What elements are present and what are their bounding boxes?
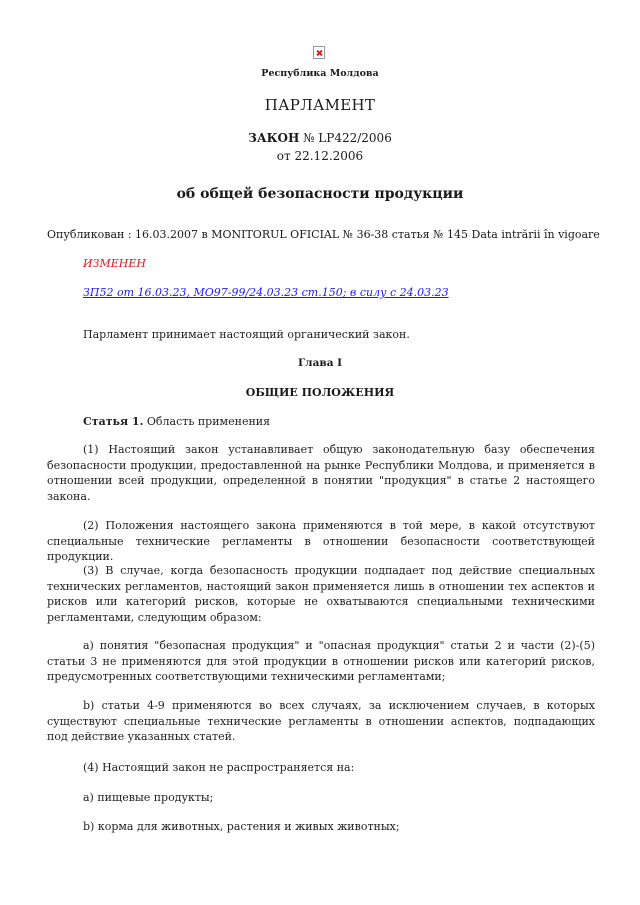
law-title: об общей безопасности продукции — [176, 186, 464, 202]
law-date: от 22.12.2006 — [276, 149, 364, 163]
article-title: Область применения — [143, 415, 271, 428]
chapter-title: ОБЩИЕ ПОЛОЖЕНИЯ — [245, 386, 395, 399]
law-label: ЗАКОН — [248, 131, 300, 145]
paragraph-2: (2) Положения настоящего закона применяются в той мере, в какой отсутствуют специальные технические регламенты в отношении безопасности соответствующей продукции. — [47, 519, 595, 563]
broken-image-icon — [313, 46, 325, 59]
paragraph-3: (3) В случае, когда безопасность продукции подпадает под действие специальных технических регламентов, настоящий закон применяется лишь в отношении тех аспектов и рисков или категорий рисков, которые не охватываются специальными техническими регламентами, следующим образом: — [47, 564, 595, 624]
amendment-link[interactable]: ЗП52 от 16.03.23, МО97-99/24.03.23 ст.150; в силу с 24.03.23 — [83, 286, 449, 299]
republic-name: Республика Молдова — [261, 68, 379, 79]
modified-label: ИЗМЕНЕН — [83, 257, 146, 270]
paragraph-4: (4) Настоящий закон не распространяется на: — [83, 761, 355, 774]
paragraph-1: (1) Настоящий закон устанавливает общую законодательную базу обеспечения безопасности продукции, предоставленной на рынке Республики Молдова, и применяется в отношении всей продукции, определенной в понятии "продукция" в статье 2 настоящего закона. — [47, 443, 595, 503]
article-label: Статья 1. — [83, 415, 144, 428]
parliament-heading: ПАРЛАМЕНТ — [264, 96, 376, 114]
article-heading — [83, 415, 270, 428]
law-number-value: № LP422/2006 — [299, 131, 392, 145]
paragraph-3a: a) понятия "безопасная продукция" и "опасная продукция" статьи 2 и части (2)-(5) статьи 3 не применяются для этой продукции в отношении рисков или категорий рисков, предусмотренных соответствующими техническими регламентами; — [47, 639, 595, 683]
paragraph-4a: a) пищевые продукты; — [83, 791, 214, 804]
chapter-heading: Глава I — [297, 357, 343, 369]
paragraph-3b: b) статьи 4-9 применяются во всех случаях, за исключением случаев, в которых существуют специальные технические регламенты в отношении аспектов, подпадающих под действие указанных статей. — [47, 699, 595, 743]
preamble: Парламент принимает настоящий органический закон. — [83, 328, 410, 341]
paragraph-4b: b) корма для животных, растения и живых животных; — [83, 820, 400, 833]
publication-info: Опубликован : 16.03.2007 в MONITORUL OFICIAL № 36-38 статья № 145 Data intrării în vigoare — [47, 228, 600, 241]
law-number — [0, 131, 640, 145]
